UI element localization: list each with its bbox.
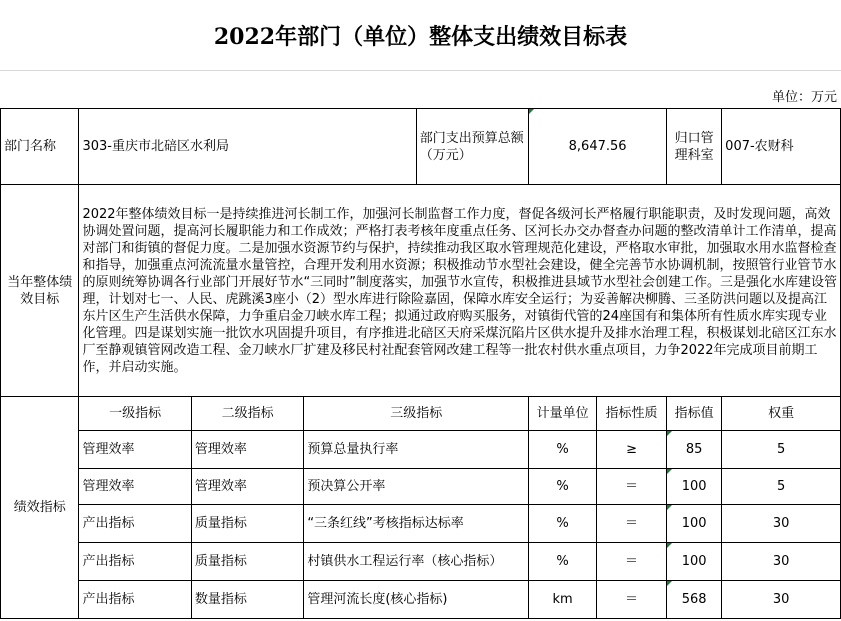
row-value[interactable]: 85 (667, 431, 722, 469)
col-value[interactable]: 指标值 (667, 397, 722, 431)
row-unit[interactable]: % (529, 431, 597, 469)
row-l1[interactable]: 产出指标 (79, 543, 191, 581)
table-row (1, 469, 841, 505)
row-l2[interactable]: 质量指标 (191, 543, 303, 581)
row-unit[interactable]: % (529, 543, 597, 581)
row-nature[interactable]: ＝ (597, 581, 667, 619)
indicator-header-row (1, 397, 841, 431)
col-l1[interactable]: 一级指标 (79, 397, 191, 431)
unit-label: 单位：万元 (771, 90, 837, 105)
table-row (1, 505, 841, 543)
row-value[interactable]: 100 (667, 543, 722, 581)
admin-value[interactable]: 007-农财科 (722, 109, 841, 185)
row-l3[interactable]: “三条红线”考核指标达标率 (304, 505, 529, 543)
budget-value[interactable]: 8,647.56 (529, 109, 667, 185)
row-l3[interactable]: 管理河流长度(核心指标) (304, 581, 529, 619)
row-nature[interactable]: ≥ (597, 431, 667, 469)
row-weight[interactable]: 5 (722, 431, 841, 469)
gridline (0, 70, 841, 71)
row-l3[interactable]: 预算总量执行率 (304, 431, 529, 469)
row-nature[interactable]: ＝ (597, 505, 667, 543)
table-row (1, 581, 841, 619)
col-weight[interactable]: 权重 (722, 397, 841, 431)
row-l2[interactable]: 质量指标 (191, 505, 303, 543)
row-l2[interactable]: 管理效率 (191, 431, 303, 469)
row-unit[interactable]: % (529, 505, 597, 543)
row-value[interactable]: 568 (667, 581, 722, 619)
row-weight[interactable]: 30 (722, 581, 841, 619)
row-l1[interactable]: 管理效率 (79, 431, 191, 469)
row-l1[interactable]: 产出指标 (79, 505, 191, 543)
goal-row (1, 185, 841, 397)
row-unit[interactable]: km (529, 581, 597, 619)
row-l2[interactable]: 管理效率 (191, 469, 303, 505)
row-value[interactable]: 100 (667, 505, 722, 543)
row-unit[interactable]: % (529, 469, 597, 505)
goal-text[interactable]: 2022年整体绩效目标一是持续推进河长制工作，加强河长制监督工作力度，督促各级河长严格履行职能职责，及时发现问题，高效协调处置问题，提高河长履职能力和工作成效；严格打表考核年度重点任务、区河长办交办督查办问题的整改清单计工作清单，提高对部门和街镇的督促力度。二是加强水资源节约与保护，持续推动我区取水管理规范化建设，严格取水审批，加强取水用水监督检查和指导，加强重点河流流量水量管控，合理开发利用水资源；积极推动节水型社会建设，健全完善节水协调机制，按照管行业管节水的原则统筹协调各行业部门开展好节水“三同时”制度落实，加强节水宣传，积极推进县域节水型社会创建工作。三是强化水库建设管理，计划对七一、人民、虎跳溪3座小（2）型水库进行除险嘉固，保障水库安全运行；为妥善解决柳腾、三圣防洪问题以及提高江东片区生产生活供水保障，力争重启金刀峡水库工程；拟通过政府购买服务，对镇街代管的24座国有和集体所有性质水库实现专业化管理。四是谋划实施一批饮水巩固提升项目，有序推进北碚区天府采煤沉陷片区供水提升及排水治理工程，积极谋划北碚区江东水厂至静观镇管网改造工程、金刀峡水厂扩建及移民村社配套管网改建工程等一批农村供水重点项目，力争2022年完成项目前期工作，并启动实施。 (79, 185, 841, 397)
col-nature[interactable]: 指标性质 (597, 397, 667, 431)
col-l3[interactable]: 三级指标 (304, 397, 529, 431)
row-weight[interactable]: 5 (722, 469, 841, 505)
row-l1[interactable]: 管理效率 (79, 469, 191, 505)
goal-label[interactable]: 当年整体绩效目标 (1, 185, 79, 397)
perf-label[interactable]: 绩效指标 (1, 397, 79, 619)
row-weight[interactable]: 30 (722, 543, 841, 581)
table-row (1, 431, 841, 469)
col-unit[interactable]: 计量单位 (529, 397, 597, 431)
dept-name-value[interactable]: 303-重庆市北碚区水利局 (79, 109, 416, 185)
row-l3[interactable]: 村镇供水工程运行率（核心指标） (304, 543, 529, 581)
row-l3[interactable]: 预决算公开率 (304, 469, 529, 505)
row-value[interactable]: 100 (667, 469, 722, 505)
header-row (1, 109, 841, 185)
row-l2[interactable]: 数量指标 (191, 581, 303, 619)
row-weight[interactable]: 30 (722, 505, 841, 543)
col-l2[interactable]: 二级指标 (191, 397, 303, 431)
admin-label[interactable]: 归口管理科室 (667, 109, 722, 185)
row-l1[interactable]: 产出指标 (79, 581, 191, 619)
performance-table (0, 108, 841, 619)
dept-name-label[interactable]: 部门名称 (1, 109, 79, 185)
row-nature[interactable]: ＝ (597, 469, 667, 505)
page-title: 2022年部门（单位）整体支出绩效目标表 (213, 23, 628, 50)
budget-label[interactable]: 部门支出预算总额（万元） (416, 109, 528, 185)
table-row (1, 543, 841, 581)
row-nature[interactable]: ＝ (597, 543, 667, 581)
